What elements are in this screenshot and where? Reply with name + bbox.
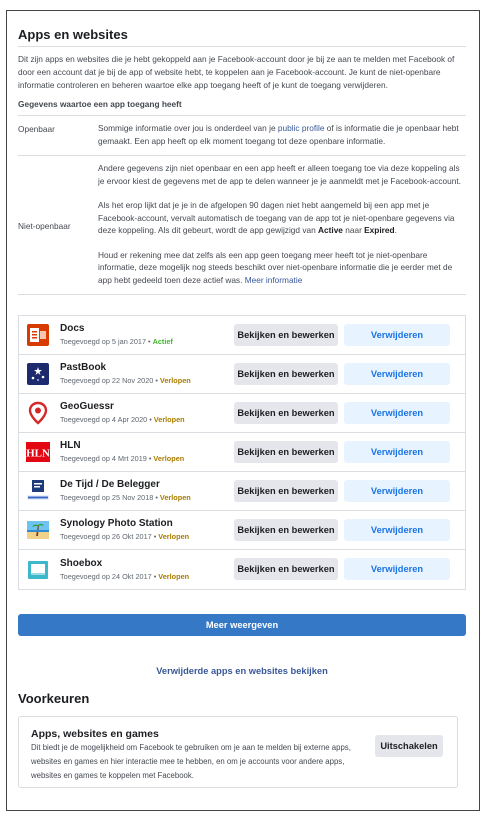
- app-meta: [60, 375, 230, 386]
- remove-button[interactable]: Verwijderen: [344, 558, 450, 580]
- app-info: [60, 440, 230, 464]
- app-meta: [60, 571, 230, 582]
- public-profile-link[interactable]: public profile: [277, 123, 325, 133]
- status-badge: Actief: [152, 337, 173, 346]
- added-date: Toegevoegd op 4 Mrt 2019: [60, 454, 147, 463]
- status-badge: Verlopen: [153, 415, 185, 424]
- app-row-synology: [19, 511, 465, 550]
- app-name: Shoebox: [60, 557, 103, 569]
- added-date: Toegevoegd op 22 Nov 2020: [60, 376, 154, 385]
- app-meta: [60, 336, 230, 347]
- app-name: HLN: [60, 440, 81, 451]
- remove-button[interactable]: Verwijderen: [344, 480, 450, 502]
- app-row-pastbook: [19, 355, 465, 394]
- removed-apps-link[interactable]: Verwijderde apps en websites bekijken: [156, 666, 328, 676]
- preferences-title: Voorkeuren: [18, 691, 90, 706]
- app-meta: [60, 492, 230, 503]
- geoguessr-icon: [26, 401, 50, 425]
- show-more-button[interactable]: Meer weergeven: [18, 614, 466, 636]
- remove-button[interactable]: Verwijderen: [344, 324, 450, 346]
- app-info: [60, 401, 230, 425]
- private-label: Niet-openbaar: [18, 221, 71, 231]
- app-name: GeoGuessr: [60, 401, 114, 412]
- synology-icon: [26, 518, 50, 542]
- bullet: •: [153, 571, 157, 581]
- status-badge: Verlopen: [159, 376, 191, 385]
- bullet: •: [155, 493, 158, 502]
- public-row: [18, 116, 466, 156]
- app-info: [60, 362, 230, 386]
- remove-button[interactable]: Verwijderen: [344, 363, 450, 385]
- status-badge: Verlopen: [158, 532, 190, 541]
- app-name: Docs: [60, 323, 85, 334]
- view-edit-button[interactable]: Bekijken en bewerken: [234, 558, 338, 580]
- added-date: Toegevoegd op 26 Okt 2017: [60, 532, 152, 541]
- private-row: [18, 156, 466, 295]
- app-row-geoguessr: [19, 394, 465, 433]
- view-edit-button[interactable]: Bekijken en bewerken: [234, 363, 338, 385]
- public-text-before: Sommige informatie over jou is onderdeel van je: [98, 123, 278, 133]
- expired-term: Expired: [364, 225, 395, 235]
- p2-text-before: Als het erop lijkt dat je je in de afgelopen 90 dagen niet hebt aangemeld bij een app met je Facebook-account, vervalt automatisch de toegang van de app tot je niet-openbare gegevens via deze koppeling. Als dit gebeurt, wordt de app gewijzigd van: [98, 200, 455, 235]
- view-edit-button[interactable]: Bekijken en bewerken: [234, 441, 338, 463]
- active-term: Active: [318, 225, 343, 235]
- public-description: [98, 116, 466, 155]
- p2-text-end: .: [394, 225, 397, 235]
- preference-description: Dit biedt je de mogelijkheid om Facebook te gebruiken om je aan te melden bij externe apps, websites en games en hier interactie mee te hebben, en om je accounts voor andere apps, websites en games te koppelen met Facebook.: [31, 743, 351, 780]
- status-badge: Verlopen: [153, 454, 185, 463]
- status-badge: Verlopen: [158, 571, 190, 581]
- view-edit-button[interactable]: Bekijken en bewerken: [234, 519, 338, 541]
- app-name: Synology Photo Station: [60, 518, 173, 529]
- bullet: •: [149, 415, 152, 424]
- app-info: [60, 479, 230, 503]
- added-date: Toegevoegd op 24 Okt 2017: [60, 571, 152, 581]
- bullet: •: [148, 337, 151, 346]
- page-title: Apps en websites: [18, 27, 128, 42]
- private-paragraph-3: [98, 249, 466, 287]
- remove-button[interactable]: Verwijderen: [344, 441, 450, 463]
- bullet: •: [148, 454, 152, 463]
- app-row-docs: [19, 316, 465, 355]
- preference-card: [18, 716, 458, 788]
- app-name: PastBook: [60, 362, 107, 373]
- preference-title: Apps, websites en games: [31, 728, 159, 740]
- view-edit-button[interactable]: Bekijken en bewerken: [234, 324, 338, 346]
- private-paragraph-2: [98, 199, 466, 237]
- app-name: De Tijd / De Belegger: [60, 479, 160, 490]
- app-meta: [60, 531, 230, 542]
- detijd-icon: [26, 479, 50, 503]
- app-row-hln: [19, 433, 465, 472]
- remove-button[interactable]: Verwijderen: [344, 402, 450, 424]
- intro-text: Dit zijn apps en websites die je hebt gekoppeld aan je Facebook-account door je bij ze aan te melden met Facebook of door een account dat je bij de app of website hebt, te koppelen aan je Facebook-account. Je kunt de niet-openbare informatie controleren en beheren waartoe elke app toegang heeft of je kunt de toegang verwijderen.: [18, 54, 455, 90]
- more-info-link[interactable]: Meer informatie: [244, 274, 303, 285]
- added-date: Toegevoegd op 25 Nov 2018: [60, 493, 154, 502]
- disable-button[interactable]: Uitschakelen: [375, 735, 443, 757]
- p2-text-mid: naar: [342, 225, 365, 235]
- app-info: [60, 558, 230, 582]
- access-heading: Gegevens waartoe een app toegang heeft: [18, 99, 182, 109]
- status-badge: Verlopen: [159, 493, 191, 502]
- app-info: [60, 323, 230, 347]
- view-edit-button[interactable]: Bekijken en bewerken: [234, 402, 338, 424]
- app-row-shoebox: [19, 550, 465, 589]
- added-date: Toegevoegd op 5 jan 2017: [60, 337, 147, 346]
- shoebox-icon: [26, 558, 50, 582]
- app-info: [60, 518, 230, 542]
- bullet: •: [155, 376, 158, 385]
- app-meta: [60, 414, 230, 425]
- bullet: •: [153, 532, 157, 541]
- pastbook-icon: [26, 362, 50, 386]
- private-description: [98, 156, 466, 294]
- app-meta: [60, 453, 230, 464]
- hln-logo-text: HLN: [26, 447, 50, 460]
- settings-panel: [6, 10, 480, 811]
- hln-icon: [26, 440, 50, 464]
- public-label: Openbaar: [18, 124, 55, 134]
- app-list: [18, 315, 466, 590]
- remove-button[interactable]: Verwijderen: [344, 519, 450, 541]
- app-row-detijd: [19, 472, 465, 511]
- added-date: Toegevoegd op 4 Apr 2020: [60, 415, 148, 424]
- divider: [18, 46, 466, 47]
- docs-icon: [26, 323, 50, 347]
- private-paragraph-1: Andere gegevens zijn niet openbaar en een app heeft er alleen toegang toe via deze koppeling als je ervoor kiest de gegevens met de app te delen wanneer je je aanmeldt met je Facebook-account.: [98, 163, 461, 186]
- apps-websites-section: [18, 25, 466, 788]
- public-text-after: of is informatie die je openbaar hebt gemaakt. Een app heeft op elk moment toegang tot deze openbare informatie.: [98, 123, 459, 146]
- view-edit-button[interactable]: Bekijken en bewerken: [234, 480, 338, 502]
- p3-text: Houd er rekening mee dat zelfs als een app geen toegang meer heeft tot je niet-openbare informatie, deze mogelijk nog steeds beschikt over niet-openbare informatie die je eerder met de app hebt gedeeld toen deze actief was.: [98, 249, 453, 285]
- access-info-table: [18, 115, 466, 295]
